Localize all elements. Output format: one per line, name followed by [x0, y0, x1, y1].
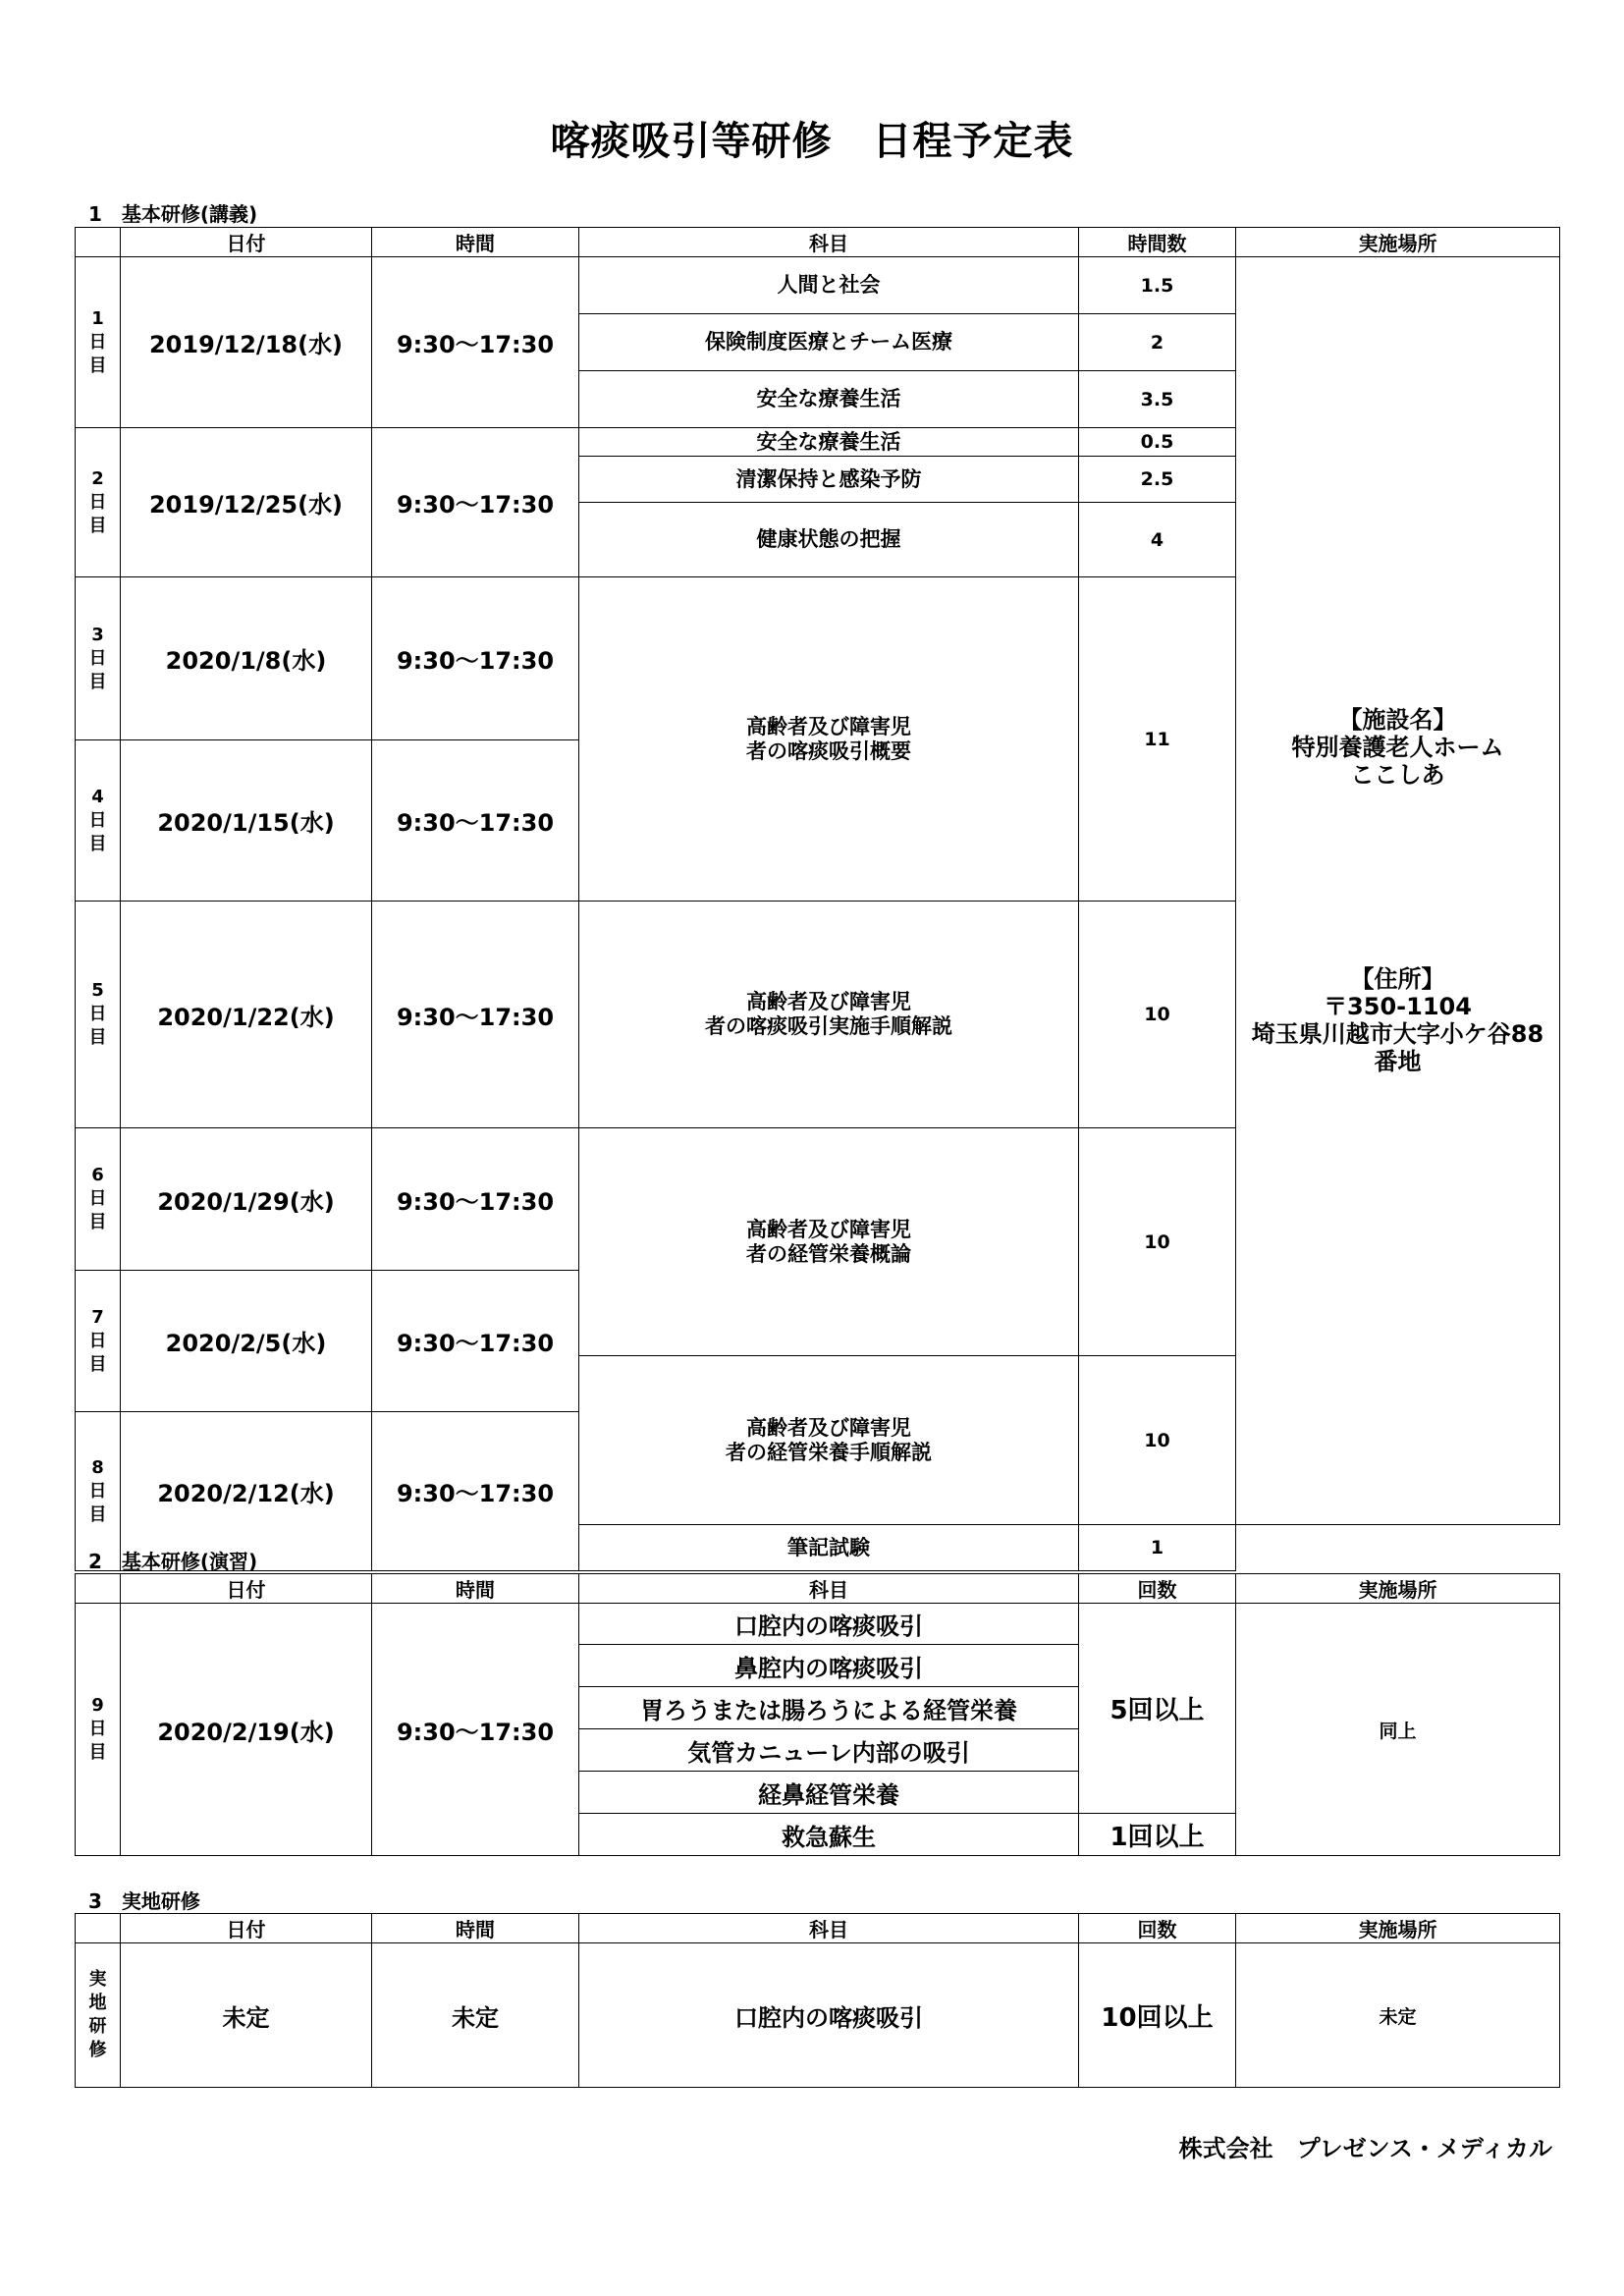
- facility-name-line1: 特別養護老人ホーム: [1291, 734, 1504, 761]
- date-cell: 2020/2/12(水): [121, 1412, 372, 1571]
- hours-cell: 4: [1079, 503, 1236, 577]
- hours-cell: 1.5: [1079, 257, 1236, 314]
- date-cell: 2020/2/19(水): [121, 1604, 372, 1856]
- subject-cell: 清潔保持と感染予防: [579, 457, 1079, 503]
- postal-code: 〒350-1104: [1324, 993, 1472, 1020]
- hours-cell: 10: [1079, 1356, 1236, 1525]
- company-name: 株式会社 プレゼンス・メディカル: [1178, 2135, 1552, 2162]
- hours-cell: 10: [1079, 1128, 1236, 1356]
- header-day: [76, 1574, 121, 1604]
- day-label: 2 日 目: [76, 428, 121, 577]
- subject-cell: 安全な療養生活: [579, 428, 1079, 457]
- header-time: 時間: [372, 228, 579, 257]
- subject-cell: 救急蘇生: [579, 1814, 1079, 1856]
- hours-cell: 10: [1079, 902, 1236, 1128]
- day-label: 5 日 目: [76, 902, 121, 1128]
- date-cell: 2019/12/25(水): [121, 428, 372, 577]
- date-cell: 2020/1/8(水): [121, 577, 372, 740]
- practice-schedule-table: [75, 1573, 1560, 1856]
- table-row: [76, 1604, 1560, 1645]
- header-place: 実施場所: [1236, 228, 1560, 257]
- subject-cell: 高齢者及び障害児 者の喀痰吸引概要: [579, 577, 1079, 902]
- subject-cell: 保険制度医療とチーム医療: [579, 314, 1079, 371]
- date-cell: 2020/1/15(水): [121, 740, 372, 902]
- address-line1: 埼玉県川越市大字小ケ谷88: [1251, 1020, 1544, 1048]
- time-cell: 9:30～17:30: [372, 1412, 579, 1571]
- address-label: 【住所】: [1350, 965, 1445, 993]
- header-day: [76, 228, 121, 257]
- table-row: [76, 257, 1560, 314]
- lecture-schedule-table: [75, 227, 1560, 1571]
- day-label: 1 日 目: [76, 257, 121, 428]
- header-place: 実施場所: [1236, 1914, 1560, 1943]
- section-label-field: 3 実地研修: [88, 1889, 200, 1913]
- time-cell: 9:30～17:30: [372, 1604, 579, 1856]
- hours-cell: 11: [1079, 577, 1236, 902]
- table-row: [76, 1943, 1560, 2088]
- header-subject: 科目: [579, 1574, 1079, 1604]
- day-label: 6 日 目: [76, 1128, 121, 1271]
- header-hours: 時間数: [1079, 228, 1236, 257]
- time-cell: 9:30～17:30: [372, 257, 579, 428]
- time-cell: 9:30～17:30: [372, 577, 579, 740]
- hours-cell: 2.5: [1079, 457, 1236, 503]
- subject-cell: 筆記試験: [579, 1525, 1079, 1571]
- day-label: 3 日 目: [76, 577, 121, 740]
- day-label: 4 日 目: [76, 740, 121, 902]
- page-title: 喀痰吸引等研修 日程予定表: [550, 119, 1074, 164]
- subject-cell: 高齢者及び障害児 者の経管栄養概論: [579, 1128, 1079, 1356]
- day-label: 9 日 目: [76, 1604, 121, 1856]
- subject-cell: 口腔内の喀痰吸引: [579, 1604, 1079, 1645]
- place-cell: [1236, 257, 1560, 1525]
- count-cell: 10回以上: [1079, 1943, 1236, 2088]
- hours-cell: 2: [1079, 314, 1236, 371]
- header-time: 時間: [372, 1914, 579, 1943]
- hours-cell: 0.5: [1079, 428, 1236, 457]
- day-label: 7 日 目: [76, 1271, 121, 1412]
- subject-cell: 安全な療養生活: [579, 371, 1079, 428]
- time-cell: 未定: [372, 1943, 579, 2088]
- date-cell: 未定: [121, 1943, 372, 2088]
- header-count: 回数: [1079, 1914, 1236, 1943]
- header-day: [76, 1914, 121, 1943]
- date-cell: 2020/1/29(水): [121, 1128, 372, 1271]
- header-count: 回数: [1079, 1574, 1236, 1604]
- hours-cell: 3.5: [1079, 371, 1236, 428]
- subject-cell: 人間と社会: [579, 257, 1079, 314]
- date-cell: 2019/12/18(水): [121, 257, 372, 428]
- date-cell: 2020/2/5(水): [121, 1271, 372, 1412]
- header-time: 時間: [372, 1574, 579, 1604]
- subject-cell: 高齢者及び障害児 者の経管栄養手順解説: [579, 1356, 1079, 1525]
- time-cell: 9:30～17:30: [372, 1271, 579, 1412]
- time-cell: 9:30～17:30: [372, 428, 579, 577]
- section-label-practice: 2 基本研修(演習): [88, 1550, 258, 1573]
- subject-cell: 口腔内の喀痰吸引: [579, 1943, 1079, 2088]
- day-label: 8 日 目: [76, 1412, 121, 1571]
- place-cell: 同上: [1236, 1604, 1560, 1856]
- table-header-row: [76, 228, 1560, 257]
- hours-cell: 1: [1079, 1525, 1236, 1571]
- time-cell: 9:30～17:30: [372, 740, 579, 902]
- place-cell: 未定: [1236, 1943, 1560, 2088]
- subject-cell: 健康状態の把握: [579, 503, 1079, 577]
- count-cell: 5回以上: [1079, 1604, 1236, 1814]
- count-cell: 1回以上: [1079, 1814, 1236, 1856]
- subject-cell: 経鼻経管栄養: [579, 1772, 1079, 1814]
- section-label-lecture: 1 基本研修(講義): [88, 202, 258, 226]
- facility-label: 【施設名】: [1338, 706, 1457, 734]
- subject-cell: 鼻腔内の喀痰吸引: [579, 1645, 1079, 1687]
- day-label: 実 地 研 修: [76, 1943, 121, 2088]
- address-line2: 番地: [1374, 1048, 1422, 1075]
- facility-name-line2: ここしあ: [1350, 761, 1445, 789]
- subject-cell: 高齢者及び障害児 者の喀痰吸引実施手順解説: [579, 902, 1079, 1128]
- subject-cell: 胃ろうまたは腸ろうによる経管栄養: [579, 1687, 1079, 1729]
- header-date: 日付: [121, 228, 372, 257]
- time-cell: 9:30～17:30: [372, 902, 579, 1128]
- time-cell: 9:30～17:30: [372, 1128, 579, 1271]
- table-header-row: [76, 1574, 1560, 1604]
- field-schedule-table: [75, 1913, 1560, 2088]
- header-subject: 科目: [579, 1914, 1079, 1943]
- header-date: 日付: [121, 1574, 372, 1604]
- table-header-row: [76, 1914, 1560, 1943]
- header-date: 日付: [121, 1914, 372, 1943]
- subject-cell: 気管カニューレ内部の吸引: [579, 1729, 1079, 1772]
- header-subject: 科目: [579, 228, 1079, 257]
- date-cell: 2020/1/22(水): [121, 902, 372, 1128]
- header-place: 実施場所: [1236, 1574, 1560, 1604]
